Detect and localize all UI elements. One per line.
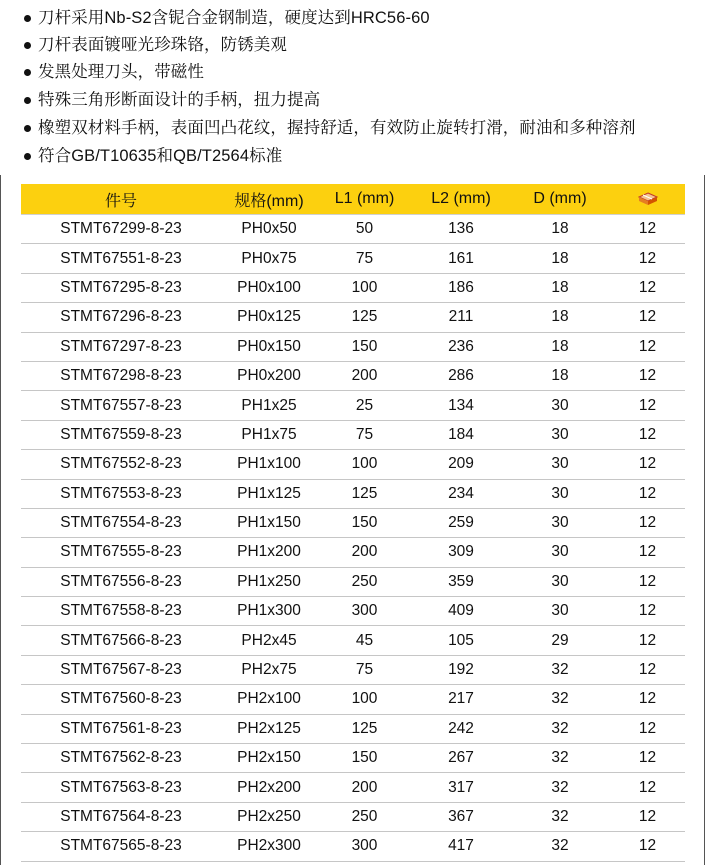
cell-qty: 12 <box>638 484 657 502</box>
cell-d: 18 <box>551 337 569 355</box>
spec-table <box>21 184 685 862</box>
cell-qty: 12 <box>638 778 657 796</box>
table-row <box>21 773 685 802</box>
cell-l1: 125 <box>351 308 378 326</box>
cell-l1: 150 <box>351 749 378 767</box>
header-spec: 规格(mm) <box>234 192 304 210</box>
cell-qty: 12 <box>638 837 657 855</box>
cell-part-no: STMT67298-8-23 <box>60 367 182 385</box>
cell-l1: 125 <box>351 484 378 502</box>
cell-qty: 12 <box>638 690 657 708</box>
table-row <box>21 714 685 743</box>
cell-d: 32 <box>551 778 569 796</box>
cell-part-no: STMT67562-8-23 <box>60 749 182 767</box>
cell-l2: 286 <box>448 367 474 385</box>
cell-l2: 134 <box>448 396 474 414</box>
bullet-icon <box>24 15 31 22</box>
cell-spec: PH2x150 <box>237 749 301 767</box>
cell-qty: 12 <box>638 396 657 414</box>
cell-l1: 125 <box>351 719 378 737</box>
cell-l2: 136 <box>448 220 474 238</box>
table-row <box>21 303 685 332</box>
feature-text: 符合GB/T10635和QB/T2564标准 <box>38 147 283 165</box>
table-row <box>21 420 685 449</box>
cell-l2: 417 <box>448 837 474 855</box>
cell-l1: 75 <box>355 661 374 679</box>
cell-part-no: STMT67299-8-23 <box>60 220 182 238</box>
feature-item <box>24 33 287 57</box>
cell-part-no: STMT67553-8-23 <box>60 484 182 502</box>
cell-d: 30 <box>551 425 569 443</box>
feature-text: 刀杆表面镀哑光珍珠铬，防锈美观 <box>38 36 287 54</box>
cell-part-no: STMT67554-8-23 <box>60 514 182 532</box>
feature-item <box>24 60 204 84</box>
cell-qty: 12 <box>638 367 657 385</box>
table-row <box>21 538 685 567</box>
cell-spec: PH2x300 <box>237 837 301 855</box>
cell-l1: 250 <box>351 572 378 590</box>
header-l1: L1 (mm) <box>334 190 395 207</box>
cell-l2: 209 <box>448 455 474 473</box>
cell-l2: 317 <box>448 778 474 796</box>
cell-l1: 50 <box>355 220 374 238</box>
cell-d: 18 <box>551 308 569 326</box>
cell-d: 30 <box>551 514 569 532</box>
table-row <box>21 567 685 596</box>
cell-qty: 12 <box>638 249 657 267</box>
spec-table-frame <box>0 175 705 865</box>
cell-l2: 234 <box>448 484 474 502</box>
table-row <box>21 744 685 773</box>
cell-spec: PH1x150 <box>237 514 301 532</box>
box-icon <box>638 192 658 206</box>
feature-text: 刀杆采用Nb-S2含铌合金钢制造，硬度达到HRC56-60 <box>38 9 430 27</box>
cell-l1: 300 <box>351 602 378 620</box>
cell-l2: 359 <box>448 572 474 590</box>
cell-qty: 12 <box>638 719 657 737</box>
cell-l1: 200 <box>351 543 378 561</box>
cell-spec: PH1x75 <box>241 425 297 443</box>
cell-part-no: STMT67566-8-23 <box>60 631 182 649</box>
table-row <box>21 215 685 244</box>
cell-spec: PH0x125 <box>237 308 301 326</box>
cell-qty: 12 <box>638 455 657 473</box>
cell-part-no: STMT67557-8-23 <box>60 396 182 414</box>
cell-part-no: STMT67565-8-23 <box>60 837 182 855</box>
table-row <box>21 361 685 390</box>
cell-qty: 12 <box>638 602 657 620</box>
cell-l2: 217 <box>448 690 474 708</box>
cell-l1: 300 <box>351 837 378 855</box>
cell-qty: 12 <box>638 337 657 355</box>
cell-d: 29 <box>551 631 569 649</box>
feature-text: 橡塑双材料手柄，表面凹凸花纹，握持舒适，有效防止旋转打滑，耐油和多种溶剂 <box>38 119 636 137</box>
header-d: D (mm) <box>533 190 587 207</box>
cell-spec: PH0x100 <box>237 278 301 296</box>
bullet-icon <box>24 42 31 49</box>
cell-part-no: STMT67567-8-23 <box>60 661 182 679</box>
cell-l1: 100 <box>351 690 378 708</box>
table-row <box>21 332 685 361</box>
cell-spec: PH1x25 <box>241 396 297 414</box>
bullet-icon <box>24 69 31 76</box>
cell-spec: PH1x250 <box>237 572 301 590</box>
cell-spec: PH0x50 <box>241 220 297 238</box>
cell-spec: PH1x300 <box>237 602 301 620</box>
cell-qty: 12 <box>638 308 657 326</box>
table-row <box>21 244 685 273</box>
cell-part-no: STMT67559-8-23 <box>60 425 182 443</box>
cell-spec: PH0x75 <box>241 249 297 267</box>
cell-qty: 12 <box>638 661 657 679</box>
cell-l1: 150 <box>351 337 378 355</box>
cell-d: 30 <box>551 602 569 620</box>
cell-spec: PH2x75 <box>241 661 297 679</box>
cell-qty: 12 <box>638 631 657 649</box>
cell-l1: 100 <box>351 278 378 296</box>
cell-l1: 100 <box>351 455 378 473</box>
cell-part-no: STMT67563-8-23 <box>60 778 182 796</box>
cell-qty: 12 <box>638 278 657 296</box>
cell-qty: 12 <box>638 514 657 532</box>
table-row <box>21 685 685 714</box>
cell-d: 32 <box>551 661 569 679</box>
cell-d: 30 <box>551 484 569 502</box>
table-body <box>21 215 685 862</box>
table-header-row <box>21 184 685 215</box>
feature-item <box>24 88 320 112</box>
cell-qty: 12 <box>638 220 657 238</box>
cell-d: 32 <box>551 719 569 737</box>
cell-qty: 12 <box>638 808 657 825</box>
cell-l2: 192 <box>448 661 474 679</box>
cell-l1: 25 <box>355 396 374 414</box>
table-row <box>21 655 685 684</box>
cell-l1: 75 <box>355 249 374 267</box>
cell-d: 18 <box>551 367 569 385</box>
cell-l2: 409 <box>448 602 474 620</box>
cell-l2: 267 <box>448 749 474 767</box>
cell-l2: 105 <box>448 631 474 649</box>
header-qty <box>610 184 685 215</box>
cell-spec: PH1x100 <box>237 455 301 473</box>
table-row <box>21 391 685 420</box>
cell-l2: 186 <box>448 278 474 296</box>
cell-part-no: STMT67556-8-23 <box>60 572 182 590</box>
cell-qty: 12 <box>638 425 657 443</box>
table-row <box>21 832 685 861</box>
cell-l2: 211 <box>448 308 474 326</box>
header-part-no: 件号 <box>104 192 137 210</box>
cell-d: 32 <box>551 690 569 708</box>
cell-d: 18 <box>551 220 569 238</box>
cell-d: 18 <box>551 249 569 267</box>
table-row <box>21 273 685 302</box>
cell-l1: 250 <box>351 808 378 825</box>
cell-qty: 12 <box>638 749 657 767</box>
bullet-icon <box>24 97 31 104</box>
cell-part-no: STMT67560-8-23 <box>60 690 182 708</box>
table-row <box>21 802 685 831</box>
bullet-icon <box>24 153 31 160</box>
cell-l1: 45 <box>355 631 374 649</box>
cell-qty: 12 <box>638 543 657 561</box>
cell-l1: 150 <box>351 514 378 532</box>
cell-spec: PH1x125 <box>237 484 301 502</box>
cell-l1: 200 <box>351 778 378 796</box>
cell-d: 32 <box>551 749 569 767</box>
cell-qty: 12 <box>638 572 657 590</box>
feature-text: 发黑处理刀头，带磁性 <box>38 63 204 81</box>
feature-text: 特殊三角形断面设计的手柄，扭力提高 <box>38 91 321 109</box>
cell-part-no: STMT67295-8-23 <box>60 278 182 296</box>
feature-item <box>24 6 430 30</box>
cell-d: 30 <box>551 572 569 590</box>
cell-d: 30 <box>551 396 569 414</box>
cell-l1: 200 <box>351 367 378 385</box>
cell-l2: 242 <box>448 719 474 737</box>
cell-l2: 259 <box>448 514 474 532</box>
cell-part-no: STMT67561-8-23 <box>60 719 182 737</box>
cell-spec: PH0x150 <box>237 337 301 355</box>
cell-part-no: STMT67558-8-23 <box>60 602 182 620</box>
cell-l2: 367 <box>448 808 474 825</box>
table-row <box>21 597 685 626</box>
cell-spec: PH1x200 <box>237 543 301 561</box>
header-l2: L2 (mm) <box>431 190 491 207</box>
cell-part-no: STMT67552-8-23 <box>60 455 182 473</box>
cell-d: 30 <box>551 455 569 473</box>
cell-l2: 161 <box>448 249 474 267</box>
table-row <box>21 450 685 479</box>
feature-list <box>0 0 705 175</box>
cell-part-no: STMT67555-8-23 <box>60 543 182 561</box>
table-row <box>21 626 685 655</box>
cell-l2: 309 <box>448 543 474 561</box>
bullet-icon <box>24 125 31 132</box>
cell-spec: PH0x200 <box>237 367 301 385</box>
cell-part-no: STMT67297-8-23 <box>60 337 182 355</box>
cell-spec: PH2x100 <box>237 690 301 708</box>
cell-d: 30 <box>551 543 569 561</box>
cell-spec: PH2x125 <box>237 719 301 737</box>
feature-item <box>24 116 636 140</box>
cell-part-no: STMT67296-8-23 <box>60 308 182 326</box>
cell-spec: PH2x200 <box>237 778 301 796</box>
cell-d: 18 <box>551 278 569 296</box>
cell-spec: PH2x250 <box>237 808 301 825</box>
cell-l2: 184 <box>448 425 474 443</box>
cell-l2: 236 <box>448 337 474 355</box>
feature-item <box>24 144 282 168</box>
cell-spec: PH2x45 <box>241 631 297 649</box>
table-row <box>21 479 685 508</box>
cell-d: 32 <box>551 808 569 825</box>
cell-part-no: STMT67551-8-23 <box>60 249 182 267</box>
cell-part-no: STMT67564-8-23 <box>60 808 182 825</box>
table-row <box>21 508 685 537</box>
cell-l1: 75 <box>355 425 374 443</box>
cell-d: 32 <box>551 837 569 855</box>
